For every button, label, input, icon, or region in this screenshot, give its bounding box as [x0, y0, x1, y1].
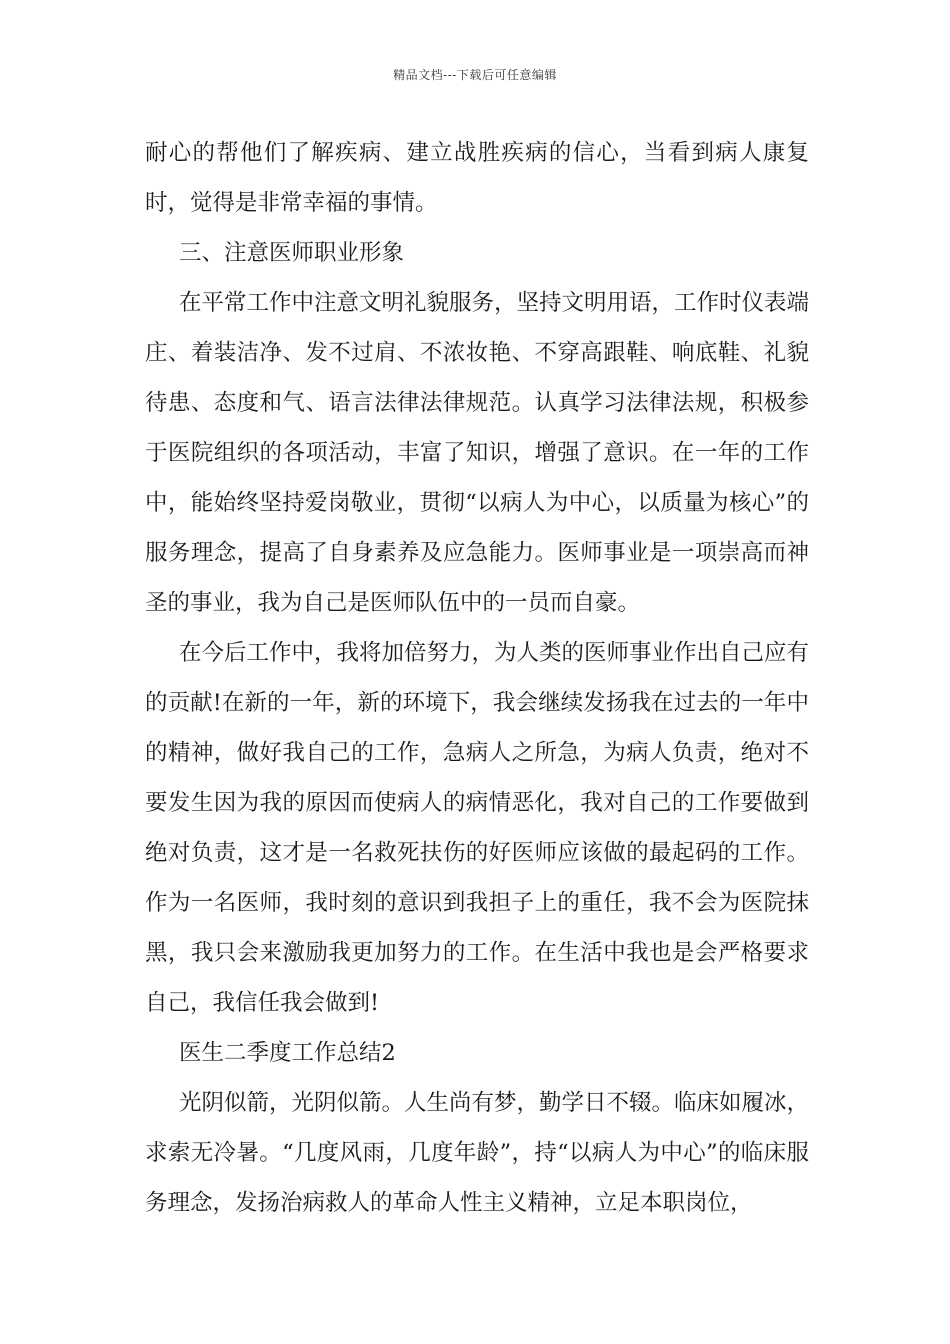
paragraph: 光阴似箭，光阴似箭。人生尚有梦，勤学日不辍。临床如履冰，求索无冷暑。“几度风雨，几度年龄”，持“以病人为中心”的临床服务理念，发扬治病救人的革命人性主义精神，立足本职岗位，: [145, 1090, 810, 1216]
section-heading: 医生二季度工作总结2: [179, 1040, 396, 1066]
paragraph: 在今后工作中，我将加倍努力，为人类的医师事业作出自己应有的贡献!在新的一年，新的环境下，我会继续发扬我在过去的一年中的精神，做好我自己的工作，急病人之所急，为病人负责，绝对不要发生因为我的原因而使病人的病情恶化，我对自己的工作要做到绝对负责，这才是一名救死扶伤的好医师应该做的最起码的工作。作为一名医师，我时刻的意识到我担子上的重任，我不会为医院抹黑，我只会来激励我更加努力的工作。在生活中我也是会严格要求自己，我信任我会做到!: [145, 640, 810, 1016]
document-body: [145, 128, 809, 1228]
page-header: 精品文档---下载后可任意编辑: [393, 68, 557, 82]
section-heading: 三、注意医师职业形象: [179, 240, 405, 266]
paragraph-continuation: 耐心的帮他们了解疾病、建立战胜疾病的信心，当看到病人康复时，觉得是非常幸福的事情。: [145, 140, 809, 216]
paragraph: 在平常工作中注意文明礼貌服务，坚持文明用语，工作时仪表端庄、着装洁净、发不过肩、不浓妆艳、不穿高跟鞋、响底鞋、礼貌待患、态度和气、语言法律法律规范。认真学习法律法规，积极参于医院组织的各项活动，丰富了知识，增强了意识。在一年的工作中，能始终坚持爱岗敬业，贯彻“以病人为中心，以质量为核心”的服务理念，提高了自身素养及应急能力。医师事业是一项崇高而神圣的事业，我为自己是医师队伍中的一员而自豪。: [145, 290, 810, 616]
